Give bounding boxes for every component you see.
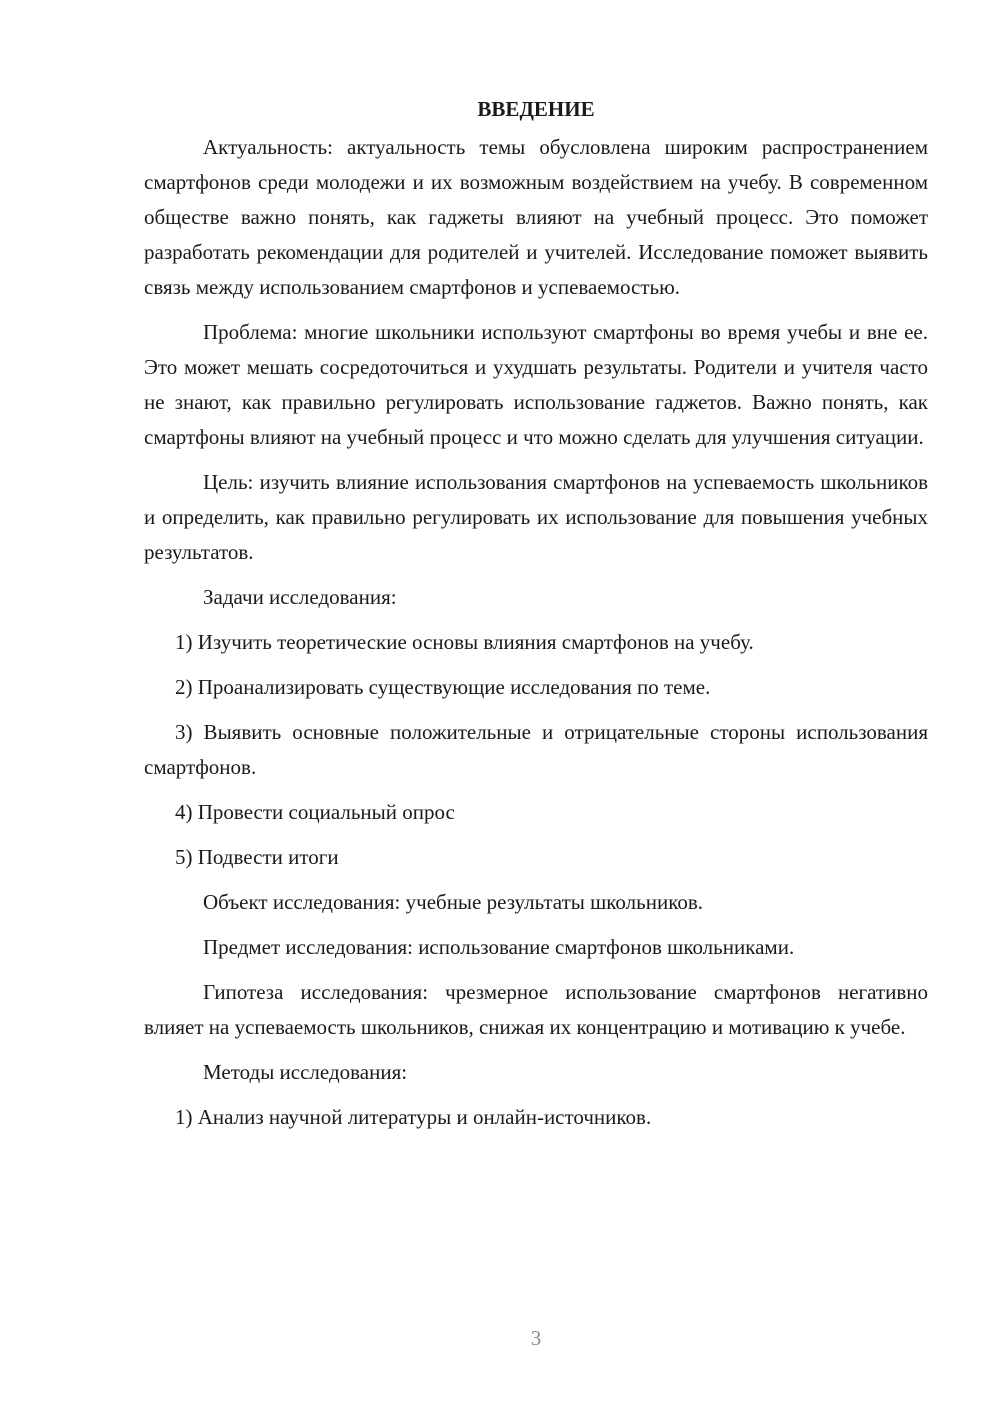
task-item-4: 4) Провести социальный опрос bbox=[175, 800, 455, 824]
task-item-2: 2) Проанализировать существующие исследования по теме. bbox=[175, 675, 711, 699]
relevance-paragraph: Актуальность: актуальность темы обусловлена широким распространением смартфонов среди молодежи и их возможным воздействием на учебу. В современном обществе важно понять, как гаджеты влияют на учебный процесс. Это поможет разработать рекомендации для родителей и учителей. Исследование поможет выявить связь между использованием смартфонов и успеваемостью. bbox=[144, 135, 928, 299]
section-title: ВВЕДЕНИЕ bbox=[477, 97, 595, 121]
problem-paragraph: Проблема: многие школьники используют смартфоны во время учебы и вне ее. Это может мешать сосредоточиться и ухудшать результаты. Родители и учителя часто не знают, как правильно регулировать использование гаджетов. Важно понять, как смартфоны влияют на учебный процесс и что можно сделать для улучшения ситуации. bbox=[144, 320, 928, 449]
methods-heading: Методы исследования: bbox=[203, 1060, 408, 1084]
document-body bbox=[144, 92, 928, 1145]
task-item-1: 1) Изучить теоретические основы влияния смартфонов на учебу. bbox=[175, 630, 754, 654]
hypothesis-paragraph: Гипотеза исследования: чрезмерное использование смартфонов негативно влияет на успеваемость школьников, снижая их концентрацию и мотивацию к учебе. bbox=[144, 980, 928, 1039]
task-item-3: 3) Выявить основные положительные и отрицательные стороны использования смартфонов. bbox=[144, 720, 928, 779]
task-item-5: 5) Подвести итоги bbox=[175, 845, 339, 869]
method-item-1: 1) Анализ научной литературы и онлайн-источников. bbox=[175, 1105, 652, 1129]
tasks-heading: Задачи исследования: bbox=[203, 585, 397, 609]
subject-paragraph: Предмет исследования: использование смартфонов школьниками. bbox=[203, 935, 795, 959]
object-paragraph: Объект исследования: учебные результаты школьников. bbox=[203, 890, 703, 914]
page-number: 3 bbox=[530, 1326, 542, 1350]
goal-paragraph: Цель: изучить влияние использования смартфонов на успеваемость школьников и определить, как правильно регулировать их использование для повышения учебных результатов. bbox=[144, 470, 928, 564]
